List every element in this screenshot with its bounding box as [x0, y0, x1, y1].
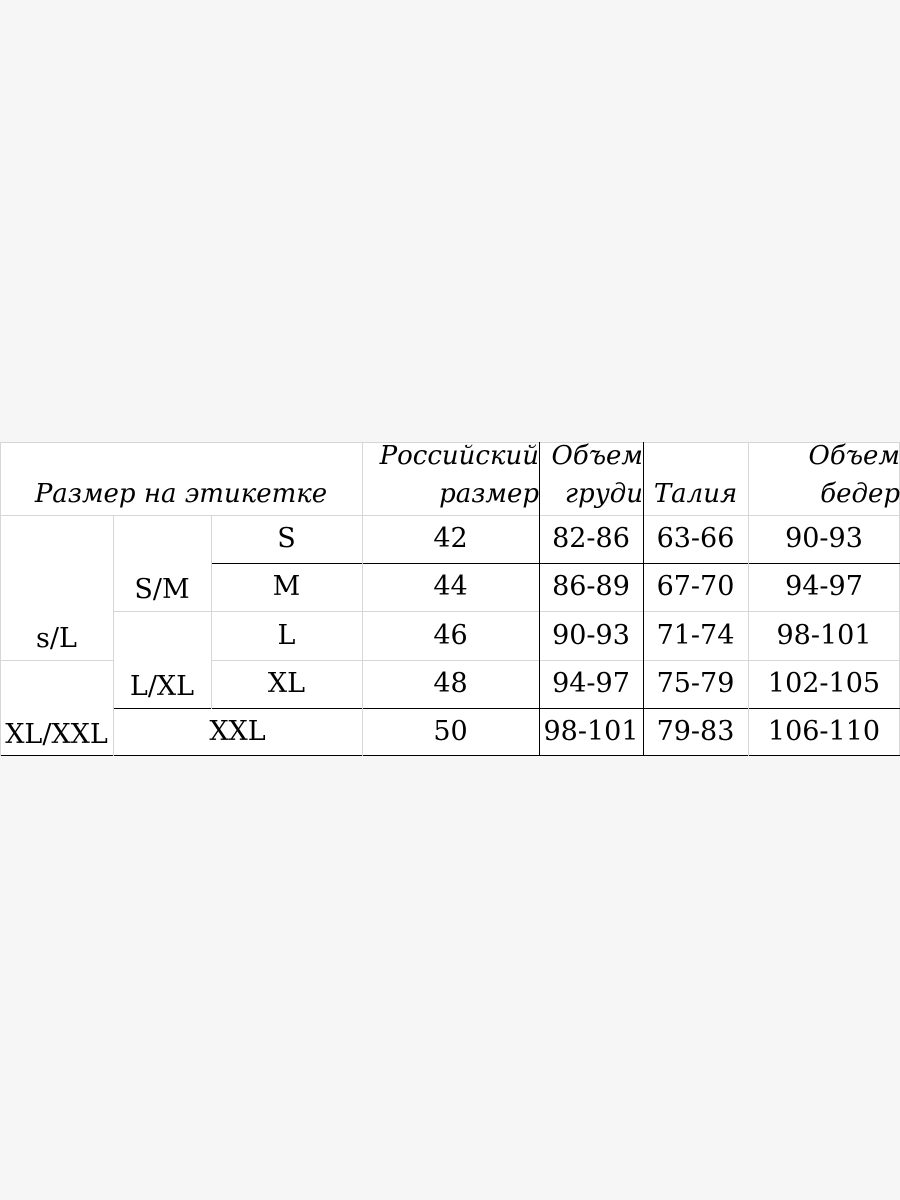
table-cell-ru: 44 — [433, 571, 468, 602]
table-cell-chest: 94-97 — [552, 668, 630, 699]
table-cell-hips: 102-105 — [767, 668, 881, 699]
group-label-outer-2: XL/XXL — [5, 719, 108, 750]
group-label-middle-1: S/M — [134, 574, 190, 605]
table-cell-chest: 82-86 — [552, 523, 630, 554]
table-cell-waist: 63-66 — [656, 523, 735, 554]
header-hips-line1: Объем — [808, 441, 900, 471]
size-table — [0, 442, 900, 756]
table-cell-hips: 90-93 — [785, 523, 863, 554]
header-hips — [748, 442, 900, 515]
header-waist: Талия — [653, 479, 738, 509]
group-label-outer-1: s/L — [36, 623, 77, 654]
table-cell-chest: 86-89 — [552, 571, 630, 602]
table-cell-waist: 75-79 — [656, 668, 735, 699]
table-cell-waist: 67-70 — [656, 571, 735, 602]
table-cell-waist: 71-74 — [656, 619, 735, 651]
header-label-size: Размер на этикетке — [34, 479, 328, 509]
header-chest-line2: груди — [564, 479, 643, 509]
table-cell-waist: 79-83 — [656, 715, 735, 747]
header-chest-line1: Объем — [551, 441, 643, 471]
header-hips-line2: бедер — [820, 479, 900, 509]
table-bottom-border — [0, 755, 900, 756]
group-label-middle-2: L/XL — [129, 671, 195, 702]
table-cell-ru: 42 — [433, 523, 468, 554]
table-cell-size: XXL — [209, 715, 266, 747]
header-chest — [539, 442, 643, 515]
table-cell-chest: 98-101 — [543, 715, 639, 747]
table-cell-ru: 48 — [433, 668, 468, 699]
table-cell-size: M — [272, 571, 301, 602]
table-cell-chest: 90-93 — [552, 619, 630, 651]
table-cell-ru: 50 — [433, 715, 468, 747]
table-cell-ru: 46 — [433, 619, 468, 651]
table-cell-size: S — [277, 523, 296, 554]
header-russian-size-line2: размер — [439, 479, 539, 509]
table-cell-size: L — [277, 619, 296, 651]
header-russian-size-line1: Российский — [379, 441, 539, 471]
table-cell-hips: 98-101 — [776, 619, 872, 651]
table-cell-hips: 106-110 — [767, 715, 881, 747]
table-cell-size: XL — [267, 668, 306, 699]
table-cell-hips: 94-97 — [785, 571, 863, 602]
header-russian-size — [362, 442, 539, 515]
